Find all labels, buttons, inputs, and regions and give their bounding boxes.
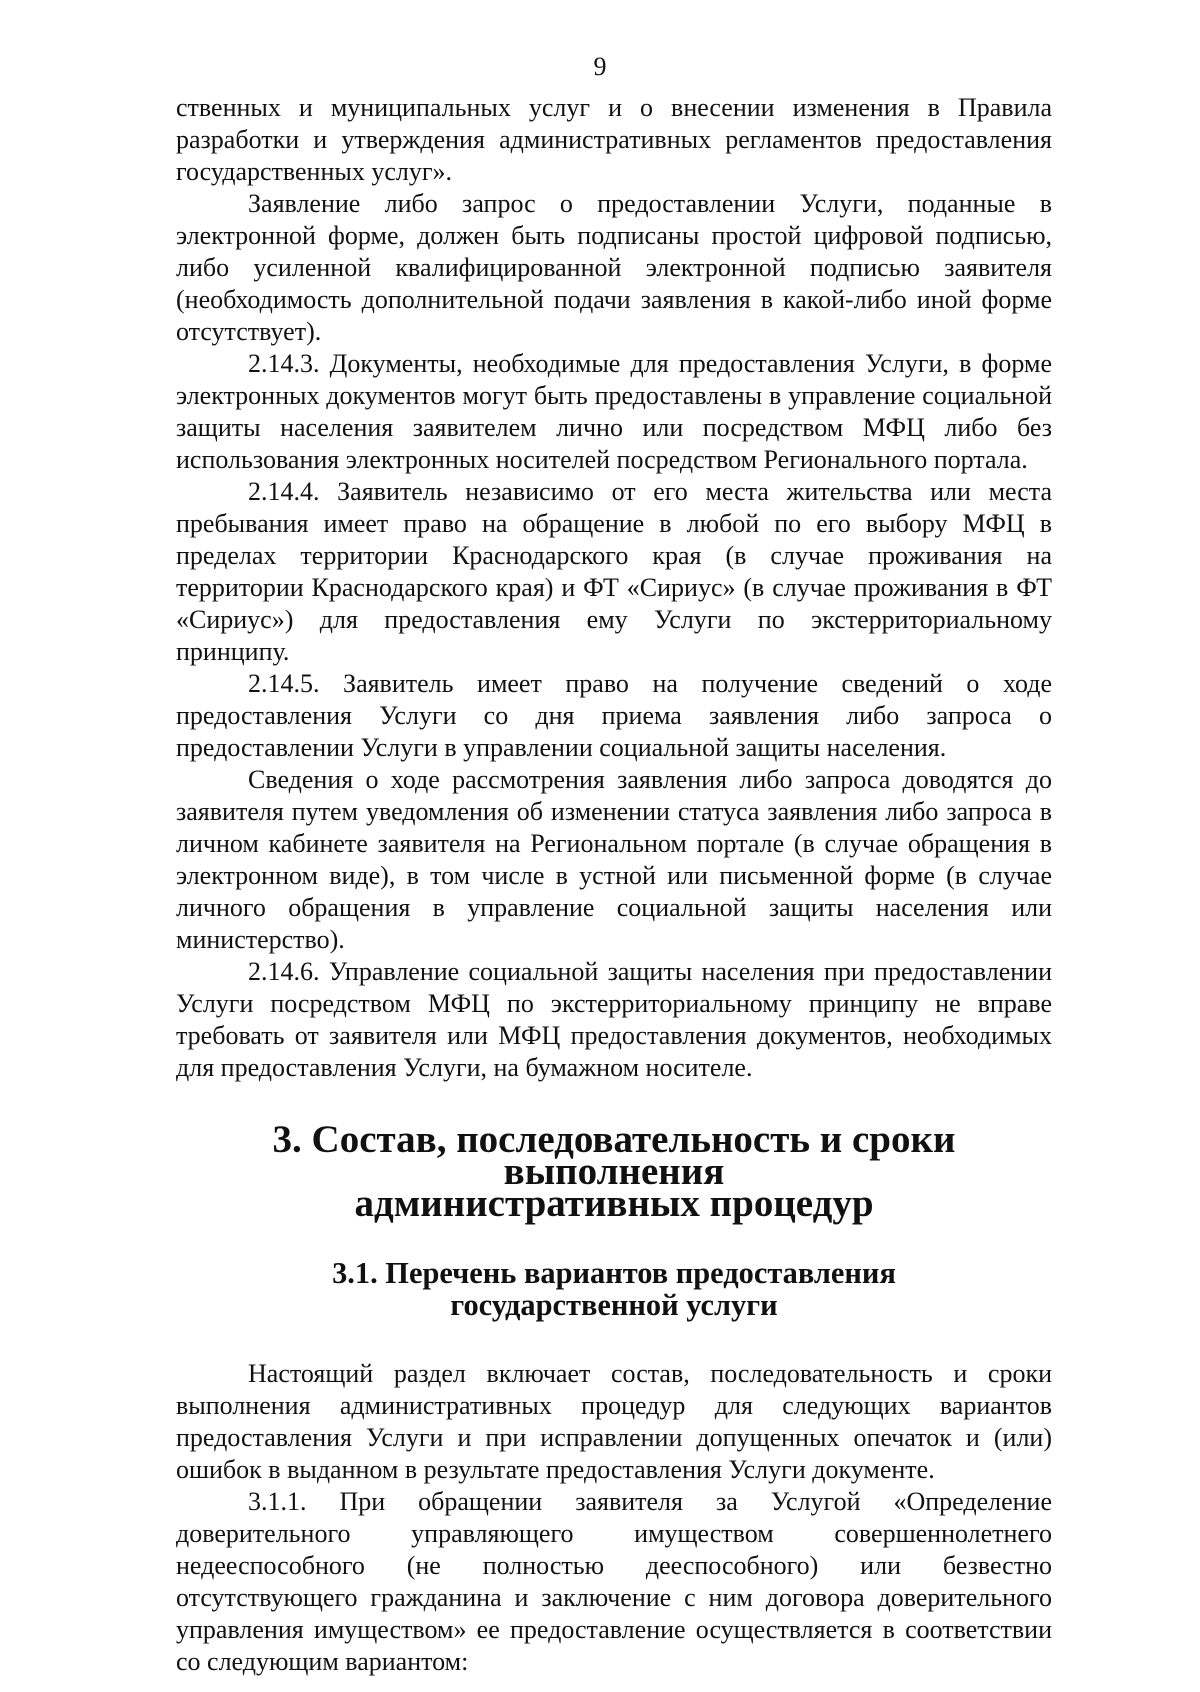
paragraph-electronic-signature: Заявление либо запрос о предоставлении Услуги, поданные в электронной форме, должен быть подписаны простой цифровой подписью, либо усиленной квалифицированной электронной подписью заявителя (необходимость дополнительной подачи заявления в какой-либо иной форме отсутствует). — [176, 189, 1052, 346]
paragraph-3-1-1: 3.1.1. При обращении заявителя за Услугой «Определение доверительного управляющего имуществом совершеннолетнего недееспособного (не полностью дееспособного) или безвестно отсутствующего гражданина и заключение с ним договора доверительного управления имуществом» ее предоставление осуществляется в соответствии со следующим вариантом: — [176, 1487, 1052, 1676]
subsection-heading-line2: государственной услуги — [450, 1288, 778, 1322]
paragraph-2-14-6: 2.14.6. Управление социальной защиты населения при предоставлении Услуги посредством МФЦ по экстерриториальному принципу не вправе требовать от заявителя или МФЦ предоставления документов, необходимых для предоставления Услуги, на бумажном носителе. — [176, 957, 1052, 1082]
subsection-heading-line1: 3.1. Перечень вариантов предоставления — [332, 1256, 896, 1290]
paragraph-2-14-3: 2.14.3. Документы, необходимые для предоставления Услуги, в форме электронных документов могут быть предоставлены в управление социальной защиты населения заявителем лично или посредством МФЦ либо без использования электронных носителей посредством Регионального портала. — [176, 349, 1052, 474]
paragraph-section-intro: Настоящий раздел включает состав, последовательность и сроки выполнения административных процедур для следующих вариантов предоставления Услуги и при исправлении допущенных опечаток и (или) ошибок в выданном в результате предоставления Услуги документе. — [176, 1359, 1052, 1484]
page-number: 9 — [593, 52, 607, 81]
section-heading-line2: административных процедур — [354, 1182, 874, 1225]
paragraph-2-14-5: 2.14.5. Заявитель имеет право на получение сведений о ходе предоставления Услуги со дня приема заявления либо запроса о предоставлении Услуги в управлении социальной защиты населения. — [176, 669, 1052, 762]
subsection-heading — [176, 1257, 1052, 1321]
paragraph-continuation: ственных и муниципальных услуг и о внесении изменения в Правила разработки и утверждения административных регламентов предоставления государственных услуг». — [176, 93, 1052, 186]
section-heading — [176, 1118, 1052, 1225]
paragraph-status-info: Сведения о ходе рассмотрения заявления либо запроса доводятся до заявителя путем уведомления об изменении статуса заявления либо запроса в личном кабинете заявителя на Региональном портале (в случае обращения в электронном виде), в том числе в устной или письменной форме (в случае личного обращения в управление социальной защиты населения или министерство). — [176, 765, 1052, 954]
section-heading-line1: 3. Состав, последовательность и сроки выполнения — [272, 1118, 956, 1193]
document-body — [176, 92, 1052, 1678]
paragraph-2-14-4: 2.14.4. Заявитель независимо от его места жительства или места пребывания имеет право на обращение в любой по его выбору МФЦ в пределах территории Краснодарского края (в случае проживания на территории Краснодарского края) и ФТ «Сириус» (в случае проживания в ФТ «Сириус») для предоставления ему Услуги по экстерриториальному принципу. — [176, 477, 1052, 666]
